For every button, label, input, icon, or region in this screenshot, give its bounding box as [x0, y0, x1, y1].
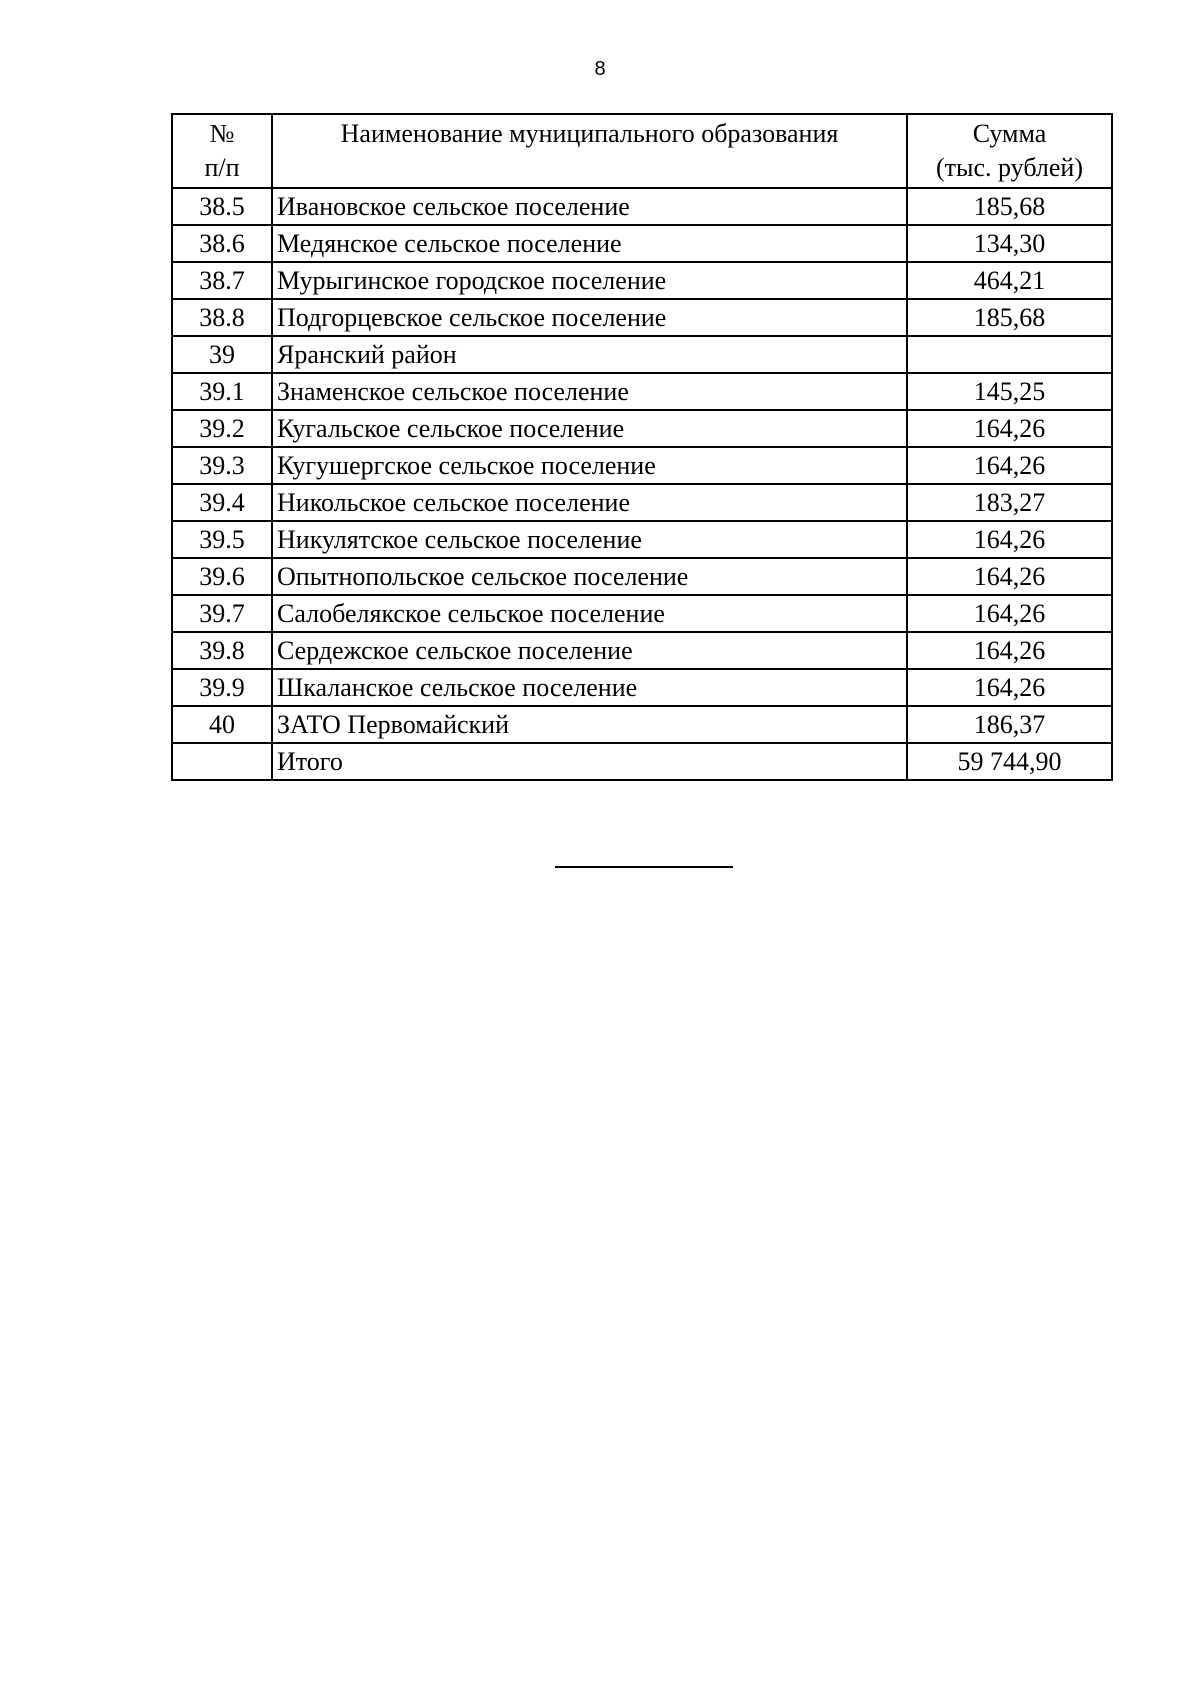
row-number: 39.8 [172, 632, 272, 669]
allocation-table-container [171, 113, 1111, 781]
row-sum: 185,68 [907, 188, 1112, 225]
row-sum: 164,26 [907, 632, 1112, 669]
table-row [172, 225, 1112, 262]
header-name: Наименование муниципального образования [272, 114, 907, 188]
row-sum: 185,68 [907, 299, 1112, 336]
row-name: ЗАТО Первомайский [272, 706, 907, 743]
row-name: Знаменское сельское поселение [272, 373, 907, 410]
row-name: Никольское сельское поселение [272, 484, 907, 521]
row-sum: 164,26 [907, 521, 1112, 558]
row-number: 38.6 [172, 225, 272, 262]
row-sum: 164,26 [907, 669, 1112, 706]
row-sum: 464,21 [907, 262, 1112, 299]
row-number: 39.2 [172, 410, 272, 447]
row-sum: 145,25 [907, 373, 1112, 410]
row-sum: 164,26 [907, 595, 1112, 632]
row-name: Шкаланское сельское поселение [272, 669, 907, 706]
row-name: Опытнопольское сельское поселение [272, 558, 907, 595]
row-sum: 183,27 [907, 484, 1112, 521]
total-number [172, 743, 272, 780]
header-number-line-2: п/п [204, 153, 240, 182]
row-name: Мурыгинское городское поселение [272, 262, 907, 299]
header-sum-line-1: Сумма [972, 119, 1047, 148]
table-row [172, 632, 1112, 669]
table-total-row [172, 743, 1112, 780]
header-number-line-1: № [209, 119, 235, 148]
table-row [172, 299, 1112, 336]
row-number: 39.6 [172, 558, 272, 595]
row-name: Сердежское сельское поселение [272, 632, 907, 669]
page-number: 8 [594, 58, 606, 80]
table-row [172, 336, 1112, 373]
row-name: Яранский район [272, 336, 907, 373]
table-row [172, 595, 1112, 632]
row-number: 39 [172, 336, 272, 373]
row-number: 38.7 [172, 262, 272, 299]
table-row [172, 188, 1112, 225]
row-number: 39.9 [172, 669, 272, 706]
row-name: Ивановское сельское поселение [272, 188, 907, 225]
row-name: Медянское сельское поселение [272, 225, 907, 262]
header-sum [907, 114, 1112, 188]
table-row [172, 706, 1112, 743]
row-sum: 164,26 [907, 558, 1112, 595]
table-row [172, 521, 1112, 558]
row-sum: 186,37 [907, 706, 1112, 743]
row-number: 39.1 [172, 373, 272, 410]
table-row [172, 558, 1112, 595]
total-label: Итого [272, 743, 907, 780]
row-sum [907, 336, 1112, 373]
row-sum: 164,26 [907, 410, 1112, 447]
table-row [172, 447, 1112, 484]
total-sum: 59 744,90 [907, 743, 1112, 780]
row-number: 40 [172, 706, 272, 743]
header-sum-line-2: (тыс. рублей) [935, 153, 1083, 182]
row-name: Никулятское сельское поселение [272, 521, 907, 558]
end-of-document-line [555, 866, 733, 868]
table-row [172, 262, 1112, 299]
row-name: Кугальское сельское поселение [272, 410, 907, 447]
row-number: 39.3 [172, 447, 272, 484]
table-header-row [172, 114, 1112, 188]
row-name: Кугушергское сельское поселение [272, 447, 907, 484]
row-sum: 134,30 [907, 225, 1112, 262]
row-number: 38.8 [172, 299, 272, 336]
header-number [172, 114, 272, 188]
row-number: 39.4 [172, 484, 272, 521]
table-row [172, 484, 1112, 521]
table-row [172, 669, 1112, 706]
table-row [172, 410, 1112, 447]
row-number: 38.5 [172, 188, 272, 225]
row-number: 39.5 [172, 521, 272, 558]
allocation-table [171, 113, 1113, 781]
row-name: Подгорцевское сельское поселение [272, 299, 907, 336]
row-number: 39.7 [172, 595, 272, 632]
row-name: Салобелякское сельское поселение [272, 595, 907, 632]
row-sum: 164,26 [907, 447, 1112, 484]
table-row [172, 373, 1112, 410]
